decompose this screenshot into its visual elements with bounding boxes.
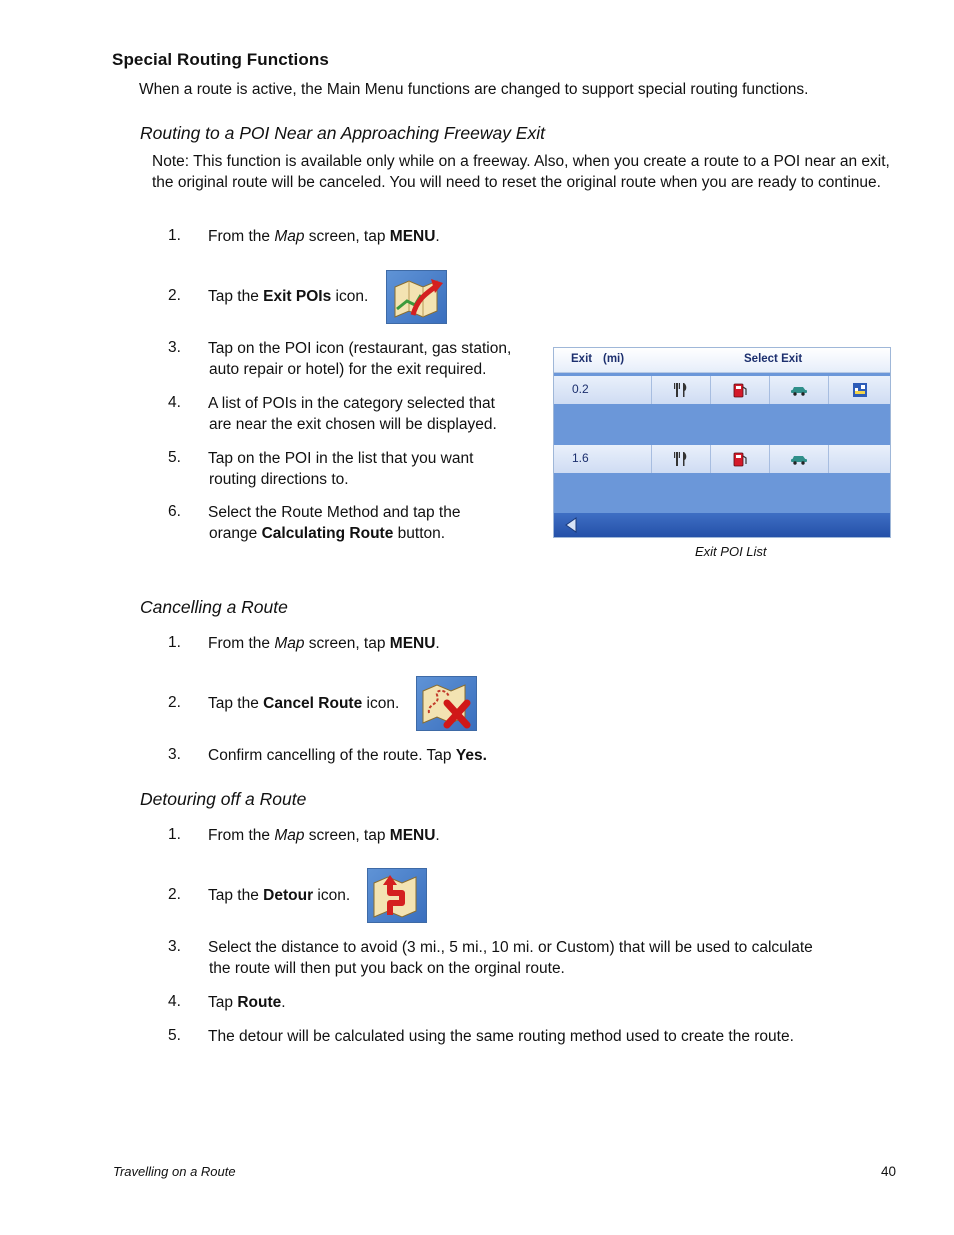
step-number: 4. xyxy=(168,394,181,411)
step-text: Select the Route Method and tap the orange Calculating Route button. xyxy=(208,504,461,542)
exit-row[interactable] xyxy=(554,445,890,473)
auto-repair-cell[interactable] xyxy=(770,376,829,404)
exit-poi-list-panel xyxy=(553,347,891,538)
exit-distance: 1.6 xyxy=(554,445,652,473)
step-text: Tap the Detour icon. xyxy=(208,887,351,904)
column-exit: Exit xyxy=(571,353,593,365)
empty-cell xyxy=(829,445,890,473)
restaurant-cell[interactable] xyxy=(652,376,711,404)
step-text: Select the distance to avoid (3 mi., 5 mi., 10 mi. or Custom) that will be used to calculate the route will then put you back on the orginal route. xyxy=(208,939,813,977)
step-number: 2. xyxy=(168,287,181,304)
step-text: Tap the Cancel Route icon. xyxy=(208,695,400,712)
step-text: Tap the Exit POIs icon. xyxy=(208,288,369,305)
step-text: From the Map screen, tap MENU. xyxy=(208,228,440,245)
exit-row[interactable] xyxy=(554,376,890,404)
step-number: 4. xyxy=(168,993,181,1010)
step-text: Tap on the POI in the list that you want routing directions to. xyxy=(208,450,474,488)
car-icon xyxy=(790,453,808,465)
subheading-exit-poi: Routing to a POI Near an Approaching Freeway Exit xyxy=(140,123,545,143)
step-text: A list of POIs in the category selected that are near the exit chosen will be displayed. xyxy=(208,395,497,433)
exit-pois-icon xyxy=(386,270,447,324)
gas-pump-icon xyxy=(732,382,748,398)
note-paragraph: Note: This function is available only while on a freeway. Also, when you create a route to a POI near an exit, the original route will be canceled. You will need to reset the original route when you are ready to continue. xyxy=(152,153,890,191)
page-number: 40 xyxy=(881,1164,897,1179)
column-select-exit: Select Exit xyxy=(744,353,803,365)
exit-distance: 0.2 xyxy=(554,376,652,404)
step-number: 5. xyxy=(168,1027,181,1044)
section-title: Special Routing Functions xyxy=(112,50,329,69)
step-text: Confirm cancelling of the route. Tap Yes. xyxy=(208,747,487,764)
step-number: 5. xyxy=(168,449,181,466)
step-number: 1. xyxy=(168,634,181,651)
step-number: 3. xyxy=(168,339,181,356)
restaurant-cell[interactable] xyxy=(652,445,711,473)
gas-station-cell[interactable] xyxy=(711,376,770,404)
intro-paragraph: When a route is active, the Main Menu functions are changed to support special routing functions. xyxy=(139,81,809,98)
auto-repair-cell[interactable] xyxy=(770,445,829,473)
panel-header xyxy=(554,348,890,373)
hotel-cell[interactable] xyxy=(829,376,890,404)
back-arrow-icon[interactable] xyxy=(564,517,578,533)
detour-icon xyxy=(367,868,427,923)
step-number: 1. xyxy=(168,826,181,843)
car-icon xyxy=(790,384,808,396)
step-text: From the Map screen, tap MENU. xyxy=(208,827,440,844)
gas-pump-icon xyxy=(732,451,748,467)
step-number: 6. xyxy=(168,503,181,520)
fork-knife-icon xyxy=(673,382,689,398)
step-text: Tap Route. xyxy=(208,994,286,1011)
step-text: From the Map screen, tap MENU. xyxy=(208,635,440,652)
gas-station-cell[interactable] xyxy=(711,445,770,473)
subheading-cancelling: Cancelling a Route xyxy=(140,597,288,617)
step-number: 2. xyxy=(168,694,181,711)
fork-knife-icon xyxy=(673,451,689,467)
hotel-bed-icon xyxy=(852,382,868,398)
step-text: Tap on the POI icon (restaurant, gas station, auto repair or hotel) for the exit required. xyxy=(208,340,512,378)
step-number: 3. xyxy=(168,746,181,763)
step-number: 2. xyxy=(168,886,181,903)
subheading-detouring: Detouring off a Route xyxy=(140,789,307,809)
step-number: 1. xyxy=(168,227,181,244)
figure-caption: Exit POI List xyxy=(695,544,767,559)
panel-footer xyxy=(554,513,890,537)
step-text: The detour will be calculated using the same routing method used to create the route. xyxy=(208,1028,794,1045)
column-unit: (mi) xyxy=(603,353,625,365)
footer-chapter: Travelling on a Route xyxy=(113,1164,236,1179)
step-number: 3. xyxy=(168,938,181,955)
cancel-route-icon xyxy=(416,676,477,731)
